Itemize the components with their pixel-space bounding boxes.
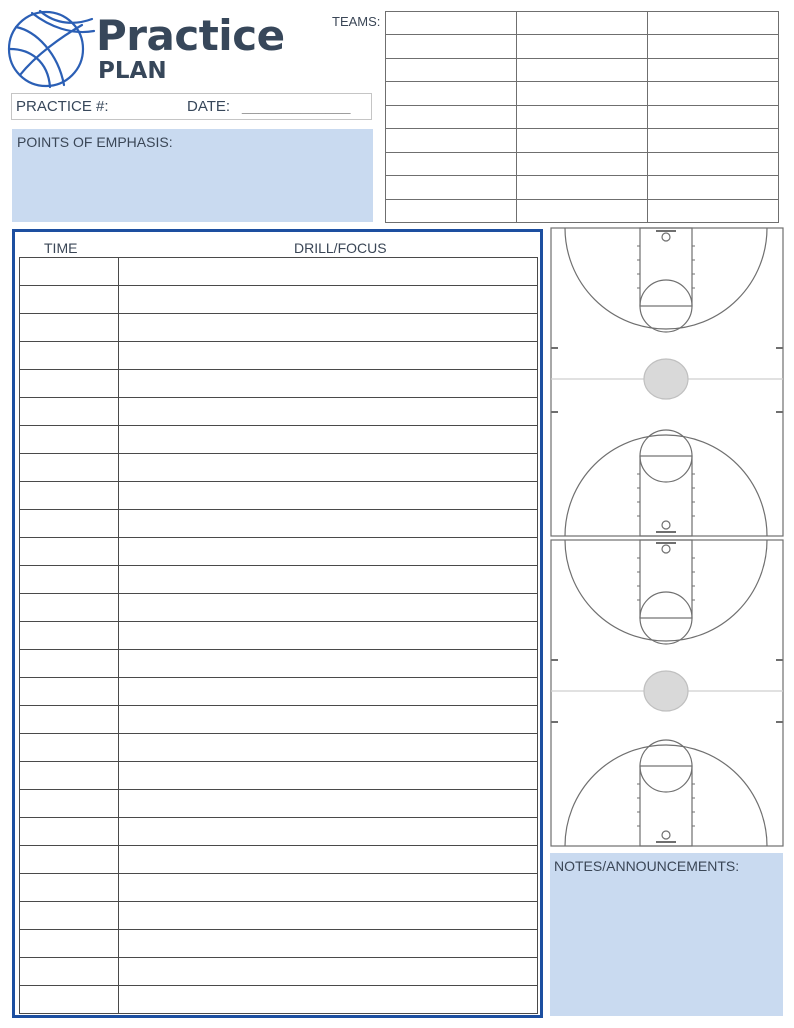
teams-row	[386, 176, 779, 199]
table-row	[20, 734, 538, 762]
time-cell[interactable]	[20, 538, 119, 566]
teams-cell[interactable]	[517, 199, 648, 222]
time-cell[interactable]	[20, 734, 119, 762]
time-cell[interactable]	[20, 482, 119, 510]
table-row	[20, 454, 538, 482]
table-row	[20, 622, 538, 650]
teams-cell[interactable]	[517, 82, 648, 105]
teams-cell[interactable]	[386, 58, 517, 81]
drill-focus-cell[interactable]	[119, 510, 538, 538]
table-row	[20, 342, 538, 370]
drill-focus-cell[interactable]	[119, 398, 538, 426]
table-row	[20, 258, 538, 286]
drill-schedule	[12, 229, 543, 1018]
time-cell[interactable]	[20, 286, 119, 314]
drill-focus-cell[interactable]	[119, 258, 538, 286]
table-row	[20, 426, 538, 454]
table-row	[20, 538, 538, 566]
teams-cell[interactable]	[517, 152, 648, 175]
time-cell[interactable]	[20, 762, 119, 790]
notes-field[interactable]	[550, 853, 783, 1016]
table-row	[20, 566, 538, 594]
drill-focus-cell[interactable]	[119, 370, 538, 398]
teams-row	[386, 199, 779, 222]
teams-cell[interactable]	[648, 12, 779, 35]
three-point-arc	[565, 228, 767, 329]
date-field[interactable]: _____________	[242, 98, 351, 115]
drill-header	[15, 232, 540, 257]
time-cell[interactable]	[20, 790, 119, 818]
practice-number-label: PRACTICE #:	[16, 98, 109, 115]
table-row	[20, 846, 538, 874]
drill-focus-cell[interactable]	[119, 454, 538, 482]
page-title: Practice	[96, 11, 285, 60]
teams-cell[interactable]	[648, 176, 779, 199]
time-cell[interactable]	[20, 370, 119, 398]
time-cell[interactable]	[20, 622, 119, 650]
drill-focus-cell[interactable]	[119, 930, 538, 958]
drill-focus-cell[interactable]	[119, 986, 538, 1014]
teams-cell[interactable]	[648, 82, 779, 105]
basketball-icon	[6, 5, 96, 91]
table-row	[20, 930, 538, 958]
teams-cell[interactable]	[386, 152, 517, 175]
time-cell[interactable]	[20, 958, 119, 986]
time-cell[interactable]	[20, 398, 119, 426]
teams-cell[interactable]	[648, 58, 779, 81]
teams-row	[386, 152, 779, 175]
drill-focus-cell[interactable]	[119, 762, 538, 790]
teams-cell[interactable]	[386, 12, 517, 35]
time-cell[interactable]	[20, 930, 119, 958]
drill-focus-column-header: DRILL/FOCUS	[294, 240, 387, 256]
drill-focus-cell[interactable]	[119, 538, 538, 566]
time-cell[interactable]	[20, 258, 119, 286]
teams-cell[interactable]	[648, 35, 779, 58]
court-diagram	[549, 226, 785, 848]
time-cell[interactable]	[20, 314, 119, 342]
teams-label: TEAMS:	[332, 14, 381, 29]
table-row	[20, 762, 538, 790]
teams-row	[386, 35, 779, 58]
table-row	[20, 678, 538, 706]
time-cell[interactable]	[20, 454, 119, 482]
time-cell[interactable]	[20, 650, 119, 678]
teams-cell[interactable]	[648, 199, 779, 222]
teams-row	[386, 12, 779, 35]
drill-focus-cell[interactable]	[119, 314, 538, 342]
date-label: DATE:	[187, 98, 231, 115]
table-row	[20, 650, 538, 678]
center-circle	[644, 359, 688, 399]
table-row	[20, 706, 538, 734]
teams-cell[interactable]	[517, 176, 648, 199]
teams-row	[386, 82, 779, 105]
free-throw-lane	[640, 540, 692, 618]
time-cell[interactable]	[20, 874, 119, 902]
time-cell[interactable]	[20, 706, 119, 734]
points-of-emphasis-field[interactable]	[12, 129, 373, 222]
teams-row	[386, 58, 779, 81]
table-row	[20, 482, 538, 510]
teams-grid	[385, 11, 779, 223]
drill-focus-cell[interactable]	[119, 874, 538, 902]
drill-focus-cell[interactable]	[119, 790, 538, 818]
free-throw-lane	[640, 766, 692, 846]
drill-focus-cell[interactable]	[119, 482, 538, 510]
time-cell[interactable]	[20, 342, 119, 370]
practice-info-box	[11, 93, 372, 120]
teams-cell[interactable]	[517, 129, 648, 152]
hoop	[662, 521, 670, 529]
teams-cell[interactable]	[648, 129, 779, 152]
teams-cell[interactable]	[648, 152, 779, 175]
three-point-arc	[565, 540, 767, 641]
time-cell[interactable]	[20, 818, 119, 846]
table-row	[20, 790, 538, 818]
table-row	[20, 314, 538, 342]
drill-focus-cell[interactable]	[119, 286, 538, 314]
drill-focus-cell[interactable]	[119, 958, 538, 986]
drill-focus-cell[interactable]	[119, 622, 538, 650]
table-row	[20, 902, 538, 930]
time-cell[interactable]	[20, 426, 119, 454]
teams-cell[interactable]	[517, 12, 648, 35]
drill-focus-cell[interactable]	[119, 846, 538, 874]
drill-focus-cell[interactable]	[119, 818, 538, 846]
free-throw-lane	[640, 456, 692, 536]
table-row	[20, 594, 538, 622]
teams-cell[interactable]	[648, 105, 779, 128]
hoop	[662, 545, 670, 553]
center-circle	[644, 671, 688, 711]
drill-focus-cell[interactable]	[119, 678, 538, 706]
table-row	[20, 286, 538, 314]
table-row	[20, 398, 538, 426]
teams-cell[interactable]	[517, 35, 648, 58]
hoop	[662, 233, 670, 241]
teams-row	[386, 105, 779, 128]
teams-cell[interactable]	[386, 35, 517, 58]
drill-focus-cell[interactable]	[119, 566, 538, 594]
teams-cell[interactable]	[386, 129, 517, 152]
time-cell[interactable]	[20, 594, 119, 622]
table-row	[20, 986, 538, 1014]
teams-cell[interactable]	[386, 199, 517, 222]
teams-cell[interactable]	[386, 82, 517, 105]
table-row	[20, 818, 538, 846]
page-subtitle: PLAN	[98, 58, 167, 84]
teams-cell[interactable]	[386, 176, 517, 199]
hoop	[662, 831, 670, 839]
drill-focus-cell[interactable]	[119, 426, 538, 454]
points-of-emphasis-label: POINTS OF EMPHASIS:	[17, 134, 173, 150]
table-row	[20, 510, 538, 538]
teams-cell[interactable]	[517, 58, 648, 81]
teams-row	[386, 129, 779, 152]
time-cell[interactable]	[20, 902, 119, 930]
drill-focus-cell[interactable]	[119, 902, 538, 930]
drill-focus-cell[interactable]	[119, 342, 538, 370]
time-cell[interactable]	[20, 986, 119, 1014]
teams-cell[interactable]	[517, 105, 648, 128]
time-column-header: TIME	[44, 240, 78, 256]
drill-focus-cell[interactable]	[119, 734, 538, 762]
time-cell[interactable]	[20, 846, 119, 874]
free-throw-lane	[640, 228, 692, 306]
drill-focus-cell[interactable]	[119, 594, 538, 622]
table-row	[20, 370, 538, 398]
time-cell[interactable]	[20, 510, 119, 538]
table-row	[20, 874, 538, 902]
time-cell[interactable]	[20, 566, 119, 594]
notes-label: NOTES/ANNOUNCEMENTS:	[554, 858, 740, 874]
time-cell[interactable]	[20, 678, 119, 706]
table-row	[20, 958, 538, 986]
teams-cell[interactable]	[386, 105, 517, 128]
drill-focus-cell[interactable]	[119, 650, 538, 678]
drill-focus-cell[interactable]	[119, 706, 538, 734]
drill-table	[19, 257, 538, 1014]
